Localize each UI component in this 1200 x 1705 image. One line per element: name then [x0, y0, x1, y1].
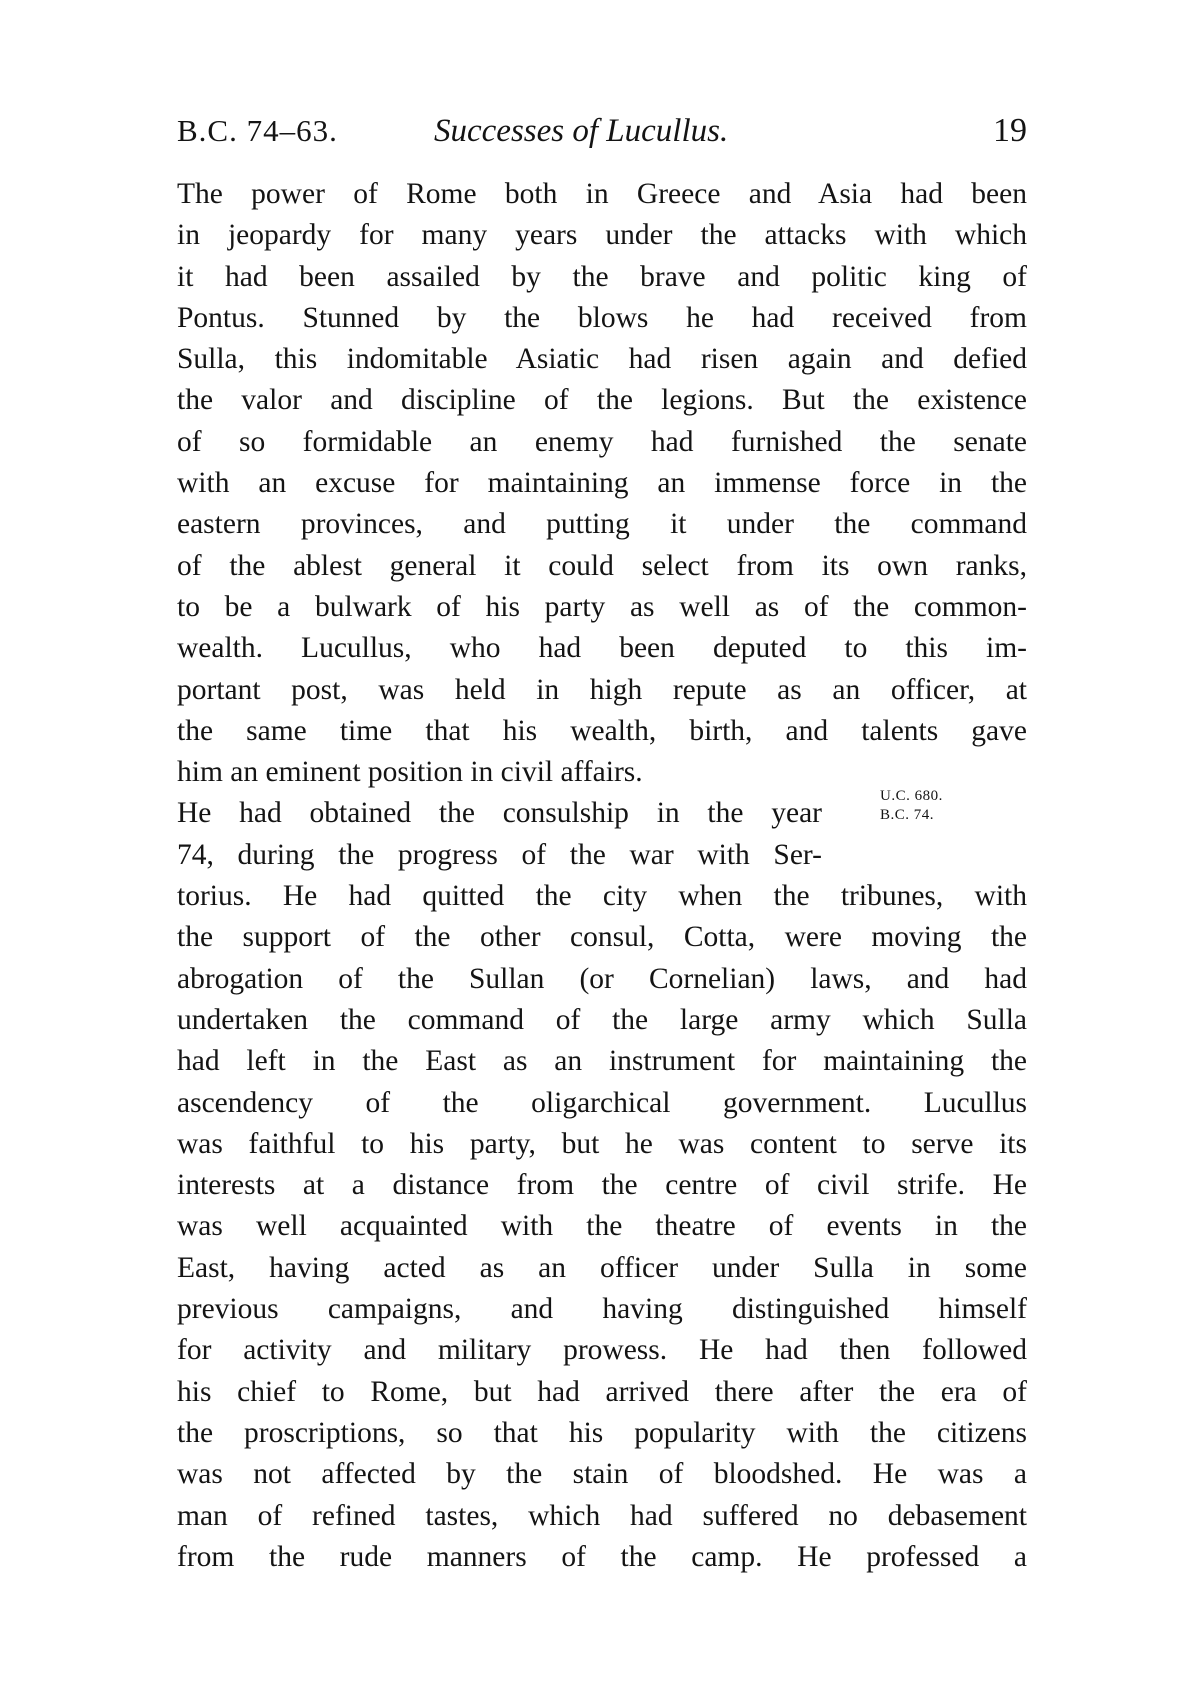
body-paragraph — [177, 174, 1027, 1578]
sidenote-year-uc: U.C. 680. — [880, 788, 943, 804]
page-number: 19 — [993, 112, 1027, 149]
text-line: it had been assailed by the brave and politic king of — [177, 260, 1027, 293]
text-line: undertaken the command of the large army which Sulla — [177, 1003, 1027, 1036]
running-head-date-range: B.C. 74–63. — [177, 113, 338, 148]
text-line: East, having acted as an officer under Sulla in some — [177, 1251, 1027, 1284]
text-line: previous campaigns, and having distinguished himself — [177, 1293, 1027, 1326]
text-line: portant post, was held in high repute as an officer, at — [177, 673, 1027, 706]
text-line: man of refined tastes, which had suffered no debasement — [177, 1499, 1027, 1532]
text-line: to be a bulwark of his party as well as of the common- — [177, 590, 1027, 623]
text-line: the valor and discipline of the legions. But the existence — [177, 384, 1027, 417]
text-line: ascendency of the oligarchical government. Lucullus — [177, 1086, 1027, 1119]
text-line: torius. He had quitted the city when the tribunes, with — [177, 880, 1027, 913]
text-line: eastern provinces, and putting it under the command — [177, 508, 1027, 541]
text-line: for activity and military prowess. He had then followed — [177, 1334, 1027, 1367]
text-line: had left in the East as an instrument for maintaining the — [177, 1045, 1027, 1078]
text-line: in jeopardy for many years under the attacks with which — [177, 219, 1027, 252]
text-line: the support of the other consul, Cotta, were moving the — [177, 921, 1027, 954]
text-line: He had obtained the consulship in the year — [177, 797, 822, 830]
text-line: with an excuse for maintaining an immense force in the — [177, 467, 1027, 500]
running-head-title: Successes of Lucullus. — [434, 113, 729, 149]
text-line: the same time that his wealth, birth, and talents gave — [177, 714, 1027, 747]
text-line: was not affected by the stain of bloodshed. He was a — [177, 1458, 1027, 1491]
text-line: from the rude manners of the camp. He professed a — [177, 1540, 1027, 1573]
text-line: abrogation of the Sullan (or Cornelian) laws, and had — [177, 962, 1027, 995]
sidenote-year-bc: B.C. 74. — [880, 807, 935, 823]
running-head — [177, 106, 1027, 156]
text-line: of the ablest general it could select from its own ranks, — [177, 549, 1027, 582]
text-line: Pontus. Stunned by the blows he had received from — [177, 301, 1027, 334]
text-line: was well acquainted with the theatre of events in the — [177, 1210, 1027, 1243]
margin-date-note — [880, 787, 960, 825]
text-line: of so formidable an enemy had furnished the senate — [177, 425, 1027, 458]
text-line: his chief to Rome, but had arrived there after the era of — [177, 1375, 1027, 1408]
text-line: was faithful to his party, but he was content to serve its — [177, 1127, 1027, 1160]
text-line: 74, during the progress of the war with Ser- — [177, 838, 822, 871]
text-line: him an eminent position in civil affairs. — [177, 756, 643, 789]
text-line: The power of Rome both in Greece and Asia had been — [177, 178, 1027, 210]
text-line: wealth. Lucullus, who had been deputed to this im- — [177, 632, 1027, 665]
text-line: the proscriptions, so that his popularity with the citizens — [177, 1416, 1027, 1449]
text-line: interests at a distance from the centre of civil strife. He — [177, 1169, 1027, 1202]
text-line: Sulla, this indomitable Asiatic had risen again and defied — [177, 343, 1027, 376]
